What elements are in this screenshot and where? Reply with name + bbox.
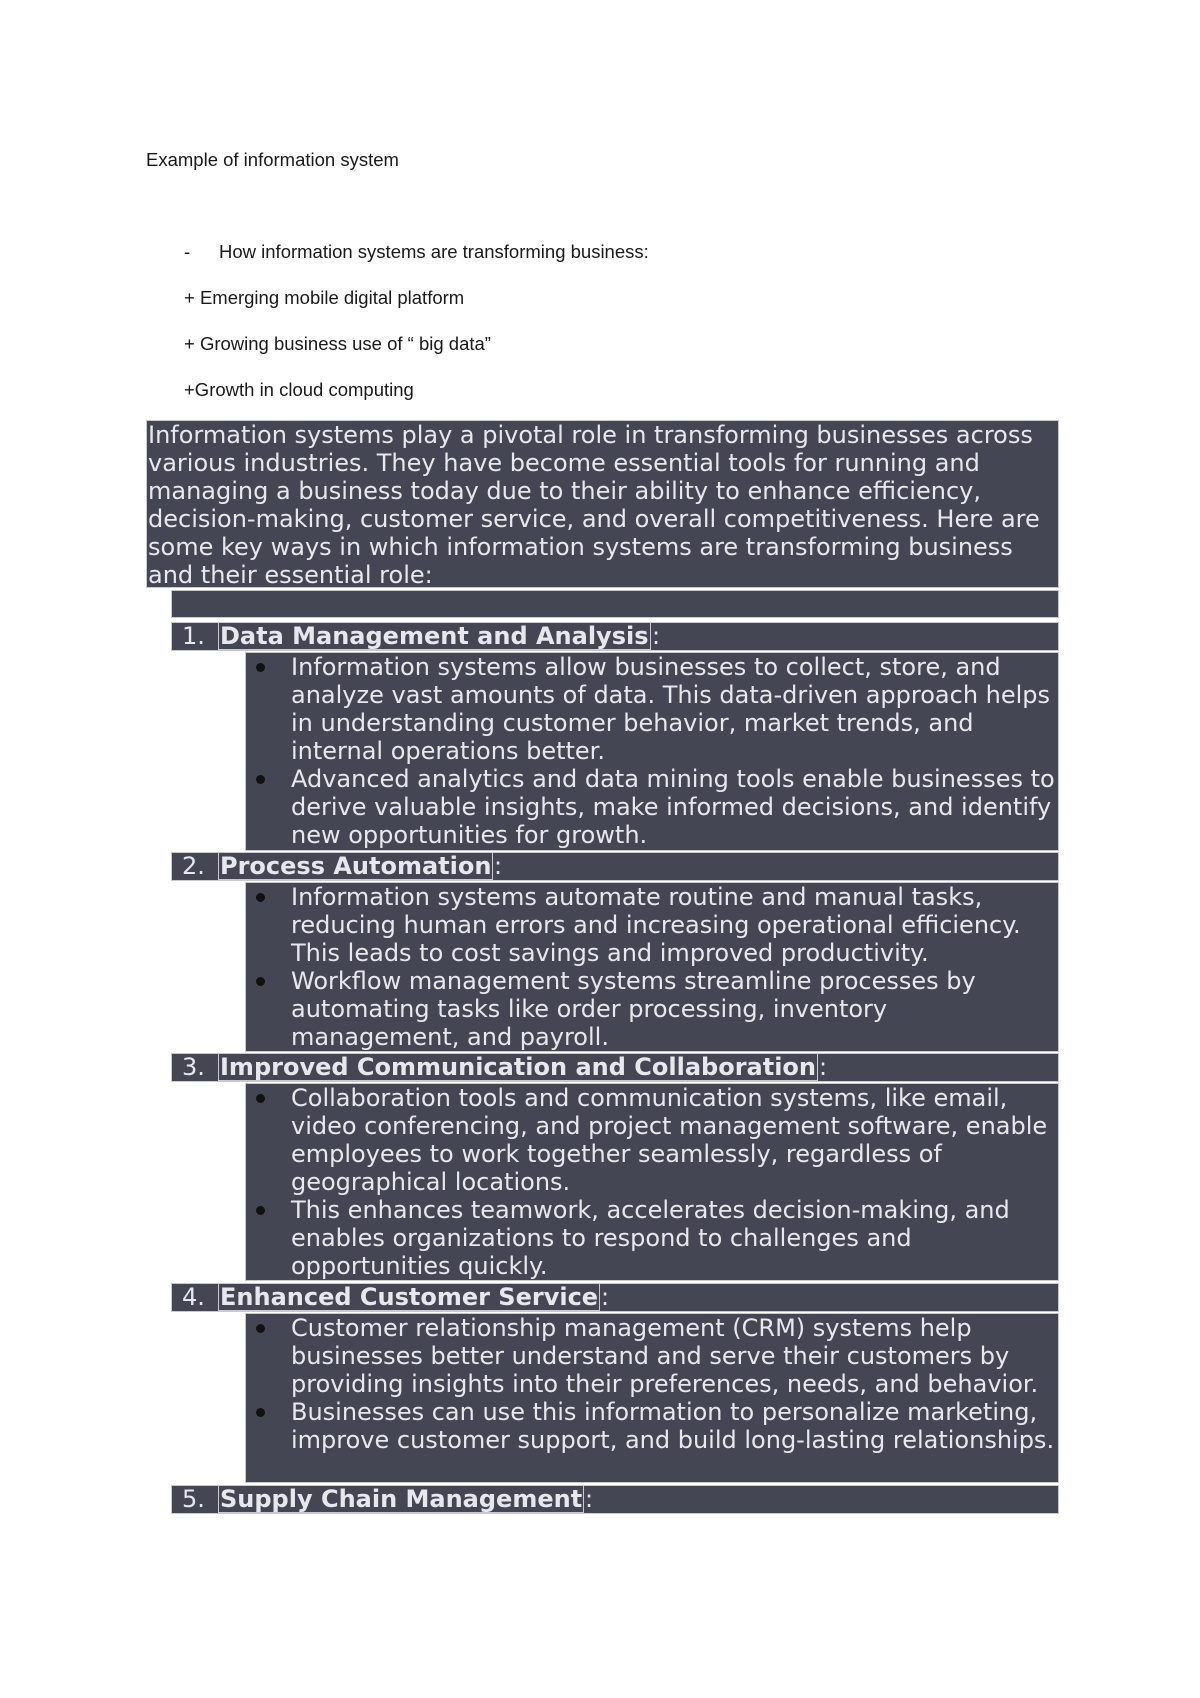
section-title-text: Data Management and Analysis — [220, 622, 649, 650]
section-heading — [171, 852, 1059, 881]
list-dash: - — [184, 241, 191, 262]
section-title-text: Enhanced Customer Service — [220, 1283, 599, 1311]
section-bullets — [245, 1313, 1059, 1483]
section-colon: : — [494, 852, 503, 880]
section-title — [218, 1485, 584, 1513]
list-item: This enhances teamwork, accelerates decision-making, and enables organizations to respond to challenges and opportunities quickly. — [246, 1196, 1058, 1280]
document-title: Example of information system — [146, 149, 399, 170]
list-item: Information systems automate routine and manual tasks, reducing human errors and increasing operational efficiency. This leads to cost savings and improved productivity. — [246, 883, 1058, 967]
section-title-text: Supply Chain Management — [220, 1485, 583, 1513]
section-title — [218, 852, 493, 880]
section-title-text: Process Automation — [220, 852, 492, 880]
transform-heading: How information systems are transforming business: — [219, 241, 649, 262]
section-heading — [171, 1053, 1059, 1082]
list-item: Customer relationship management (CRM) systems help businesses better understand and serve their customers by providing insights into their preferences, needs, and behavior. — [246, 1314, 1058, 1398]
list-item: Collaboration tools and communication systems, like email, video conferencing, and project management software, enable employees to work together seamlessly, regardless of geographical locations. — [246, 1084, 1058, 1196]
list-item: Advanced analytics and data mining tools enable businesses to derive valuable insights, make informed decisions, and identify new opportunities for growth. — [246, 765, 1058, 849]
list-item: Workflow management systems streamline processes by automating tasks like order processing, inventory management, and payroll. — [246, 967, 1058, 1051]
list-item: Information systems allow businesses to collect, store, and analyze vast amounts of data. This data-driven approach helps in understanding customer behavior, market trends, and internal operations better. — [246, 653, 1058, 765]
section-number: 5. — [182, 1485, 205, 1513]
highlighted-paragraph: Information systems play a pivotal role in transforming businesses across various industries. They have become essential tools for running and managing a business today due to their ability to enhance efficiency, decision-making, customer service, and overall competitiveness. Here are some key ways in which information systems are transforming business and their essential role: — [146, 420, 1059, 588]
intro-point: + Emerging mobile digital platform — [184, 287, 465, 308]
intro-point: + Growing business use of “ big data” — [184, 333, 491, 354]
section-number: 3. — [182, 1053, 205, 1081]
section-colon: : — [601, 1283, 610, 1311]
section-number: 1. — [182, 622, 205, 650]
section-title — [218, 1283, 600, 1311]
section-colon: : — [652, 622, 661, 650]
section-colon: : — [585, 1485, 594, 1513]
section-heading — [171, 622, 1059, 651]
section-bullets — [245, 652, 1059, 851]
section-colon: : — [819, 1053, 828, 1081]
section-title — [218, 622, 651, 650]
highlight-spacer — [171, 590, 1059, 618]
list-item: Businesses can use this information to personalize marketing, improve customer support, and build long-lasting relationships. — [246, 1398, 1058, 1454]
section-heading — [171, 1283, 1059, 1312]
intro-point: +Growth in cloud computing — [184, 379, 414, 400]
section-title-text: Improved Communication and Collaboration — [220, 1053, 817, 1081]
section-heading — [171, 1485, 1059, 1514]
section-number: 2. — [182, 852, 205, 880]
section-title — [218, 1053, 818, 1081]
section-bullets — [245, 1083, 1059, 1281]
section-bullets — [245, 882, 1059, 1052]
section-number: 4. — [182, 1283, 205, 1311]
